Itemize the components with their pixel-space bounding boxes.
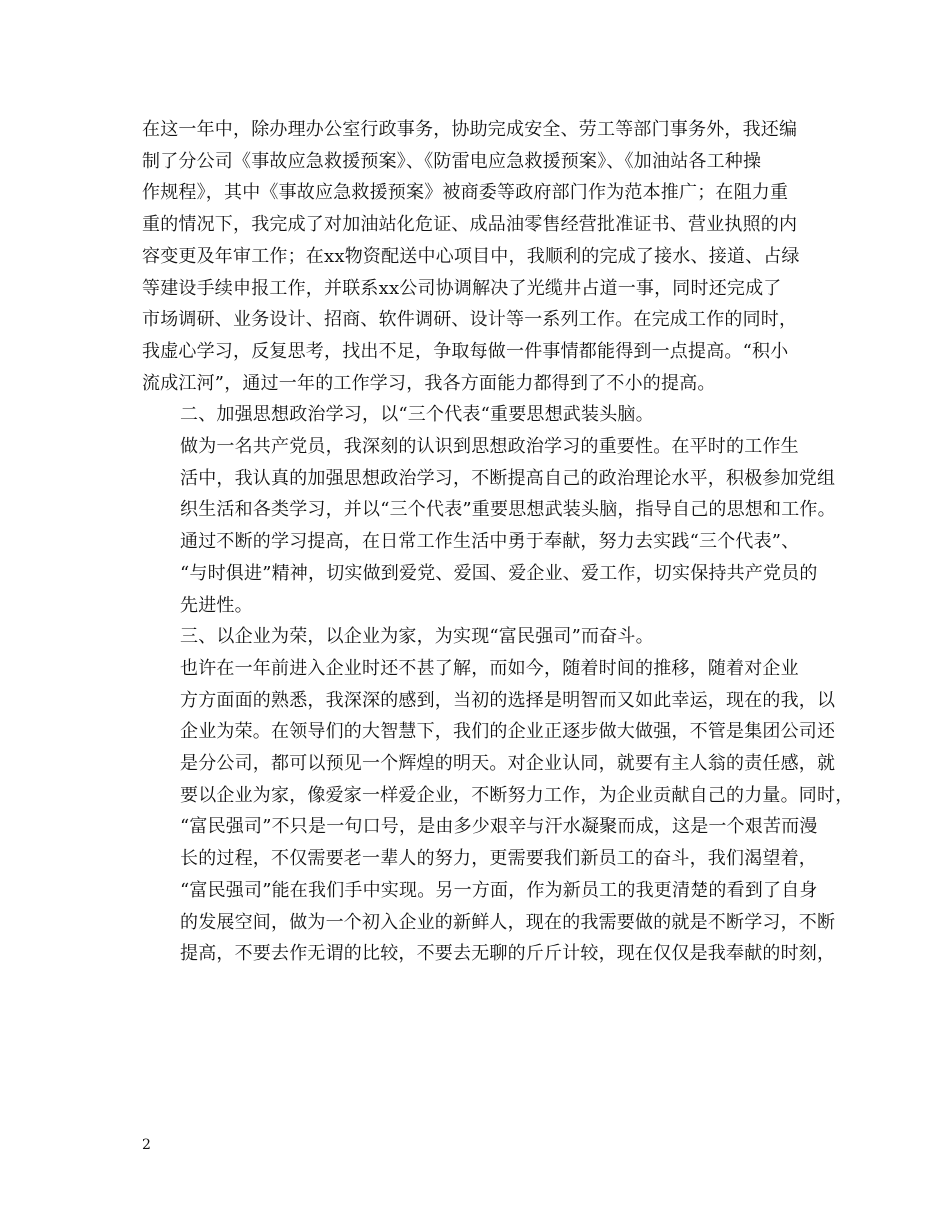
text-line: 通过不断的学习提高，在日常工作生活中勇于奉献，努力去实践“三个代表”、	[180, 531, 800, 553]
text-line: 活中，我认真的加强思想政治学习，不断提高自己的政治理论水平，积极参加党组	[180, 467, 836, 489]
text-line: 也许在一年前进入企业时还不甚了解，而如今，随着时间的推移，随着对企业	[180, 657, 799, 679]
text-line: “与时俱进”精神，切实做到爱党、爱国、爱企业、爱工作，切实保持共产党员的	[180, 562, 818, 584]
section-heading-two	[142, 399, 822, 431]
document-body	[142, 114, 854, 970]
text-line: 先进性。	[180, 594, 253, 616]
paragraph-enterprise-pride	[142, 653, 854, 970]
text-line: “富民强司”不只是一句口号，是由多少艰辛与汗水凝聚而成，这是一个艰苦而漫	[180, 816, 818, 838]
text-line: 流成江河”，通过一年的工作学习，我各方面能力都得到了不小的提高。	[142, 372, 716, 394]
section-heading-three	[142, 621, 822, 653]
heading-line: 二、加强思想政治学习，以“三个代表“重要思想武装头脑。	[180, 404, 654, 426]
text-line: 市场调研、业务设计、招商、软件调研、设计等一系列工作。在完成工作的同时，	[142, 309, 798, 331]
text-line: 在这一年中，除办理办公室行政事务，协助完成安全、劳工等部门事务外，我还编	[142, 119, 798, 140]
text-line: 要以企业为家，像爱家一样爱企业，不断努力工作，为企业贡献自己的力量。同时，	[180, 784, 854, 806]
text-line: 我虚心学习，反复思考，找出不足，争取每做一件事情都能得到一点提高。“积小	[142, 340, 789, 362]
text-line: 作规程》，其中《事故应急救援预案》被商委等政府部门作为范本推广；在阻力重	[142, 182, 789, 204]
text-line: 是分公司，都可以预见一个辉煌的明天。对企业认同，就要有主人翁的责任感，就	[180, 753, 836, 775]
text-line: 企业为荣。在领导们的大智慧下，我们的企业正逐步做大做强，不管是集团公司还	[180, 721, 836, 743]
page-number: 2	[142, 1137, 151, 1153]
text-line: 容变更及年审工作；在xx物资配送中心项目中，我顺利的完成了接水、接道、占绿	[142, 245, 800, 267]
text-line: 制了分公司《事故应急救援预案》、《防雷电应急救援预案》、《加油站各工种操	[142, 150, 762, 172]
text-line: 的发展空间，做为一个初入企业的新鲜人，现在的我需要做的就是不断学习，不断	[180, 911, 836, 933]
text-line: 等建设手续申报工作，并联系xx公司协调解决了光缆井占道一事，同时还完成了	[142, 277, 782, 299]
text-line: 提高，不要去作无谓的比较，不要去无聊的斤斤计较，现在仅仅是我奉献的时刻，	[180, 943, 836, 965]
text-line: “富民强司”能在我们手中实现。另一方面，作为新员工的我更清楚的看到了自身	[180, 879, 818, 901]
paragraph-political-study	[142, 431, 836, 621]
text-line: 长的过程，不仅需要老一辈人的努力，更需要我们新员工的奋斗，我们渴望着，	[180, 848, 817, 870]
text-line: 重的情况下，我完成了对加油站化危证、成品油零售经营批准证书、营业执照的内	[142, 214, 798, 236]
paragraph-work-summary	[142, 114, 822, 399]
text-line: 织生活和各类学习，并以“三个代表”重要思想武装头脑，指导自己的思想和工作。	[180, 499, 836, 521]
heading-line: 三、以企业为荣，以企业为家，为实现“富民强司”而奋斗。	[180, 626, 654, 648]
text-line: 做为一名共产党员，我深刻的认识到思想政治学习的重要性。在平时的工作生	[180, 436, 799, 458]
text-line: 方方面面的熟悉，我深深的感到，当初的选择是明智而又如此幸运，现在的我，以	[180, 689, 836, 711]
